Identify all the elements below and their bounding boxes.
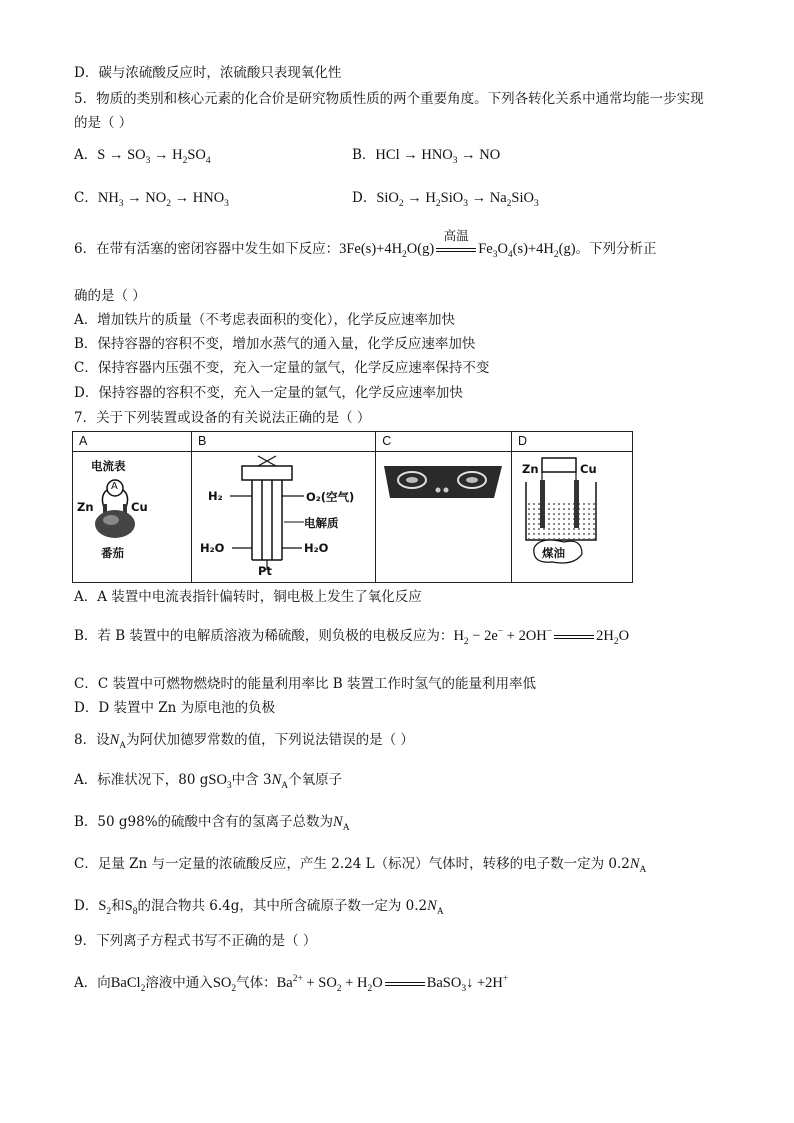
device-c-figure	[376, 452, 511, 582]
tomato-label: 番茄	[101, 546, 124, 560]
zn-electrode-label: Zn	[77, 500, 94, 514]
device-a-figure	[73, 452, 191, 582]
q7-option-d: D．D 装置中 Zn 为原电池的负极	[74, 700, 276, 716]
cu-electrode-d-label: Cu	[580, 462, 597, 476]
q6-option-c: C．保持容器内压强不变，充入一定量的氩气，化学反应速率保持不变	[74, 360, 490, 376]
q4-option-d: D．碳与浓硫酸反应时，浓硫酸只表现氧化性	[74, 65, 342, 81]
q8-option-d: D．$S_2$和$S_8$的混合物共 6.4g，其中所含硫原子数一定为 $0.2N_A$	[74, 898, 444, 917]
q7-option-a: A．A 装置中电流表指针偏转时，铜电极上发生了氧化反应	[74, 589, 422, 605]
q6-option-a: A．增加铁片的质量（不考虑表面积的变化），化学反应速率加快	[74, 312, 455, 328]
q9-option-a: A．向BaCl$_2$溶液中通入$SO_2$气体：$Ba^{2+} + SO_2 + H_2O$ BaSO$_3$↓ +2H+	[74, 974, 509, 994]
q7-device-table	[72, 431, 633, 583]
q8-option-a: A．标准状况下，80 gSO$_3$中含 $3N_A$个氧原子	[74, 772, 343, 791]
q8-stem: 8．设$N_A$为阿伏加德罗常数的值，下列说法错误的是（ ）	[74, 732, 414, 751]
device-d-header: D	[512, 432, 632, 452]
gas-stove-image	[376, 452, 512, 582]
device-c-header: C	[376, 432, 511, 452]
fuel-cell-diagram	[192, 452, 377, 582]
device-d-figure	[512, 452, 632, 582]
q8-option-c: C．足量 Zn 与一定量的浓硫酸反应，产生 2.24 L（标况）气体时，转移的电子数一定为 $0.2N_A$	[74, 856, 647, 875]
q5-option-b: B．HCl → $HNO_3$ → NO	[352, 147, 501, 166]
q9-stem: 9．下列离子方程式书写不正确的是（ ）	[74, 933, 317, 949]
device-b-figure	[192, 452, 375, 582]
q5-option-c: C．$NH_3 \to NO_2 \to HNO_3$	[74, 190, 229, 209]
device-cell-a	[73, 432, 192, 583]
q5-option-a: A．$S \to SO_3 \to H_2SO_4$	[74, 147, 211, 166]
q7-option-c: C．C 装置中可燃物燃烧时的能量利用率比 B 装置工作时氢气的能量利用率低	[74, 676, 536, 692]
reaction-condition-arrow: 高温	[436, 243, 476, 257]
zn-electrode-d-label: Zn	[522, 462, 539, 476]
q6-stem: 6．在带有活塞的密闭容器中发生如下反应：$3Fe(s)+4H_2O(g)$ 高温 $Fe_3O_4(s)+4H_2(g)$。下列分析正	[74, 228, 657, 260]
q6-stem-line2: 确的是（ ）	[74, 288, 146, 304]
h2o-left-label: H₂O	[199, 541, 225, 555]
q7-stem: 7．关于下列装置或设备的有关说法正确的是（ ）	[74, 410, 371, 426]
device-cell-c	[376, 432, 512, 583]
kerosene-label: 煤油	[542, 546, 566, 560]
h2-inlet-label: H₂	[207, 489, 223, 503]
h2o-right-label: H₂O	[303, 541, 329, 555]
electrolyte-label: 电解质	[303, 516, 339, 530]
device-b-header: B	[192, 432, 375, 452]
q5-stem-line2: 的是（ ）	[74, 115, 133, 131]
device-cell-d	[512, 432, 633, 583]
o2-inlet-label: O₂(空气)	[305, 490, 355, 504]
device-cell-b	[191, 432, 375, 583]
q5-stem: 5．物质的类别和核心元素的化合价是研究物质性质的两个重要角度。下列各转化关系中通常均能一步实现	[74, 91, 704, 107]
cu-electrode-label: Cu	[131, 500, 148, 514]
q5-option-d: D．$SiO_2 \to H_2SiO_3 \to Na_2SiO_3$	[352, 190, 539, 209]
q7-option-b: B．若 B 装置中的电解质溶液为稀硫酸，则负极的电极反应为：$H_2 - 2e^- + 2OH^-$ $2H_2O$	[74, 627, 630, 647]
ammeter-label: 电流表	[91, 459, 126, 473]
q6-option-d: D．保持容器的容积不变，充入一定量的氩气，化学反应速率加快	[74, 385, 463, 401]
meter-label: A	[111, 481, 118, 492]
q6-option-b: B．保持容器的容积不变，增加水蒸气的通入量，化学反应速率加快	[74, 336, 476, 352]
pt-label: Pt	[257, 564, 272, 578]
q8-option-b: B．50 g98%的硫酸中含有的氢离子总数为$N_A$	[74, 814, 350, 833]
device-a-header: A	[73, 432, 191, 452]
